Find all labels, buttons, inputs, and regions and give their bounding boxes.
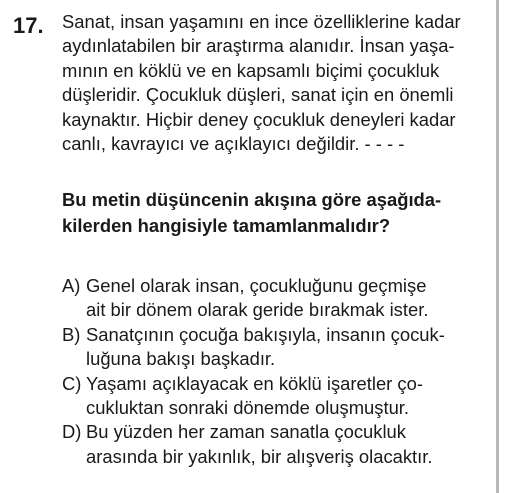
column-divider <box>496 0 499 493</box>
option-text-line: arasında bir yakınlık, bir alışveriş olacaktır. <box>86 445 433 467</box>
option-text-line: cukluktan sonraki dönemde oluşmuştur. <box>86 397 410 419</box>
option-text-line: Yaşamı açıklayacak en köklü işaretler ço- <box>86 372 423 394</box>
option-letter: A) <box>62 275 81 296</box>
prompt-line: Bu metin düşüncenin akışına göre aşağıda- <box>62 189 442 210</box>
option-a[interactable] <box>62 274 502 323</box>
prompt-line: kilerden hangisiyle tamamlanmalıdır? <box>62 214 391 236</box>
option-c[interactable] <box>62 372 502 421</box>
option-letter: D) <box>62 421 82 443</box>
option-text-line: luğuna bakışı başkadır. <box>86 348 276 370</box>
stem-line: mının en köklü ve en kapsamlı biçimi çocukluk <box>62 59 440 81</box>
option-text-line: Genel olarak insan, çocukluğunu geçmişe <box>86 275 427 296</box>
question-number: 17. <box>13 13 44 38</box>
option-text-line: Bu yüzden her zaman sanatla çocukluk <box>86 421 406 443</box>
option-d[interactable] <box>62 420 502 469</box>
stem-line: aydınlatabilen bir araştırma alanıdır. İnsan yaşa- <box>62 35 455 57</box>
stem-line: canlı, kavrayıcı ve açıklayıcı değildir. - - - - <box>62 133 405 155</box>
option-letter: B) <box>62 323 81 345</box>
question-stem <box>62 10 492 156</box>
option-text-line: Sanatçının çocuğa bakışıyla, insanın çocuk- <box>86 323 445 345</box>
stem-line: düşleridir. Çocukluk düşleri, sanat için en önemli <box>62 84 454 106</box>
option-text-line: ait bir dönem olarak geride bırakmak ister. <box>86 299 429 321</box>
question-prompt <box>62 187 492 238</box>
stem-line: kaynaktır. Hiçbir deney çocukluk deneyleri kadar <box>62 108 456 130</box>
stem-line: Sanat, insan yaşamını en ince özelliklerine kadar <box>62 11 461 32</box>
option-b[interactable] <box>62 323 502 372</box>
option-letter: C) <box>62 372 82 394</box>
answer-options <box>62 274 502 469</box>
